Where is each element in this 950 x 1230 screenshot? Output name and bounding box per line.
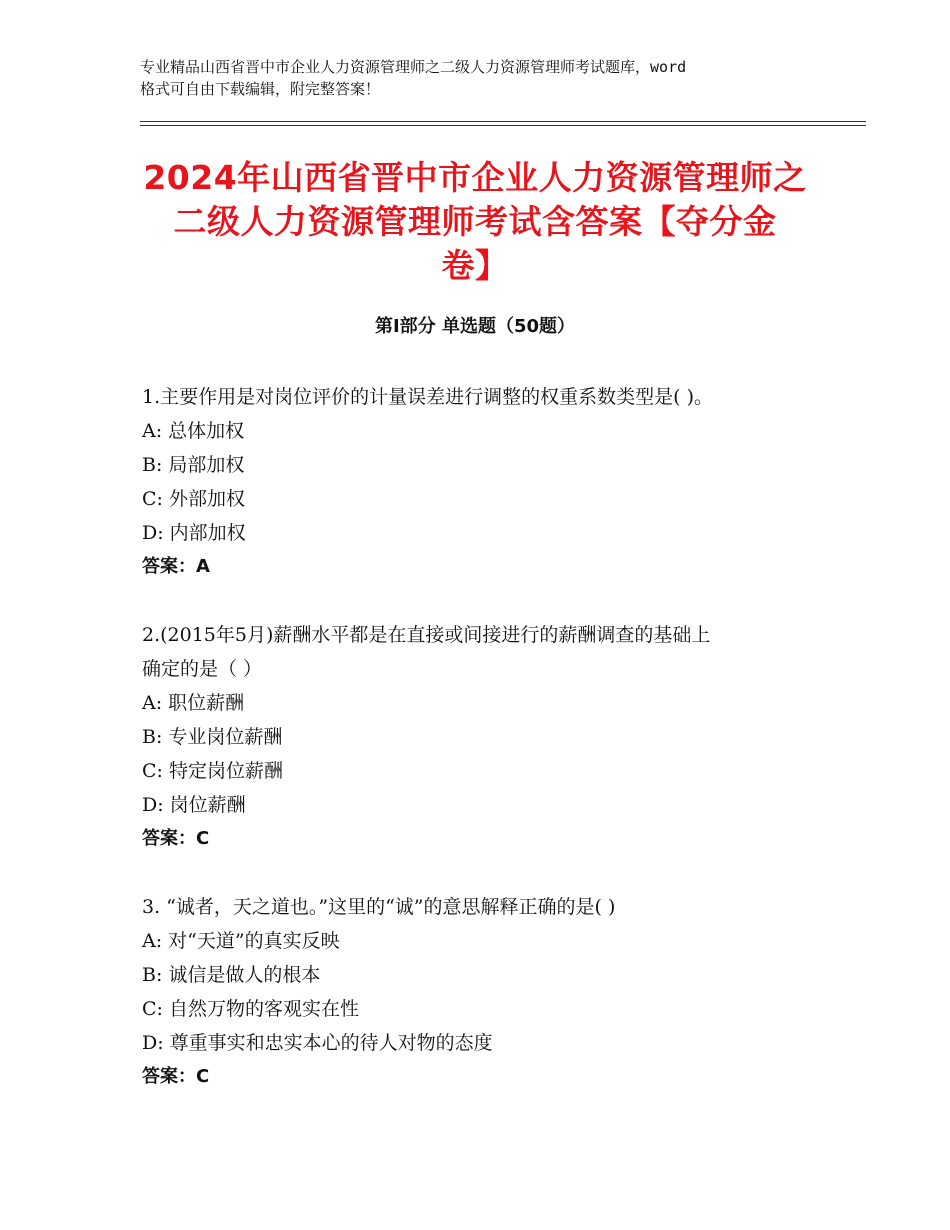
- header-note: [140, 56, 830, 100]
- option-d: D: 内部加权: [142, 522, 246, 544]
- header-note-line: 格式可自由下载编辑，附完整答案！: [140, 80, 381, 98]
- header-divider: [140, 121, 866, 122]
- title-line: 二级人力资源管理师考试含答案【夺分金: [173, 202, 777, 241]
- header-divider: [140, 125, 866, 126]
- header-note-line: 专业精品山西省晋中市企业人力资源管理师之二级人力资源管理师考试题库，word: [140, 58, 687, 76]
- question-block: [142, 618, 812, 856]
- question-block: [142, 890, 812, 1094]
- option-b: B: 诚信是做人的根本: [142, 964, 321, 986]
- option-d: D: 尊重事实和忠实本心的待人对物的态度: [142, 1032, 493, 1054]
- answer-line: 答案：A: [142, 556, 210, 577]
- option-b: B: 专业岗位薪酬: [142, 726, 283, 748]
- question-stem: 确定的是（ ）: [142, 658, 263, 680]
- title-line: 2024年山西省晋中市企业人力资源管理师之: [143, 158, 807, 197]
- option-c: C: 特定岗位薪酬: [142, 760, 283, 782]
- question-stem: 3. “诚者，天之道也。”这里的“诚”的意思解释正确的是( ): [142, 896, 616, 918]
- title-line: 卷】: [441, 246, 509, 285]
- document-title: [120, 156, 830, 288]
- question-stem: 2.(2015年5月)薪酬水平都是在直接或间接进行的薪酬调查的基础上: [142, 624, 711, 646]
- option-c: C: 自然万物的客观实在性: [142, 998, 359, 1020]
- answer-line: 答案：C: [142, 1066, 210, 1087]
- option-a: A: 总体加权: [142, 420, 245, 442]
- option-a: A: 对“天道”的真实反映: [142, 930, 340, 952]
- option-b: B: 局部加权: [142, 454, 245, 476]
- question-stem: 1.主要作用是对岗位评价的计量误差进行调整的权重系数类型是( )。: [142, 386, 713, 408]
- question-block: [142, 380, 812, 584]
- option-d: D: 岗位薪酬: [142, 794, 246, 816]
- section-heading: 第Ⅰ部分 单选题（50题）: [374, 316, 575, 337]
- option-c: C: 外部加权: [142, 488, 245, 510]
- answer-line: 答案：C: [142, 828, 210, 849]
- option-a: A: 职位薪酬: [142, 692, 245, 714]
